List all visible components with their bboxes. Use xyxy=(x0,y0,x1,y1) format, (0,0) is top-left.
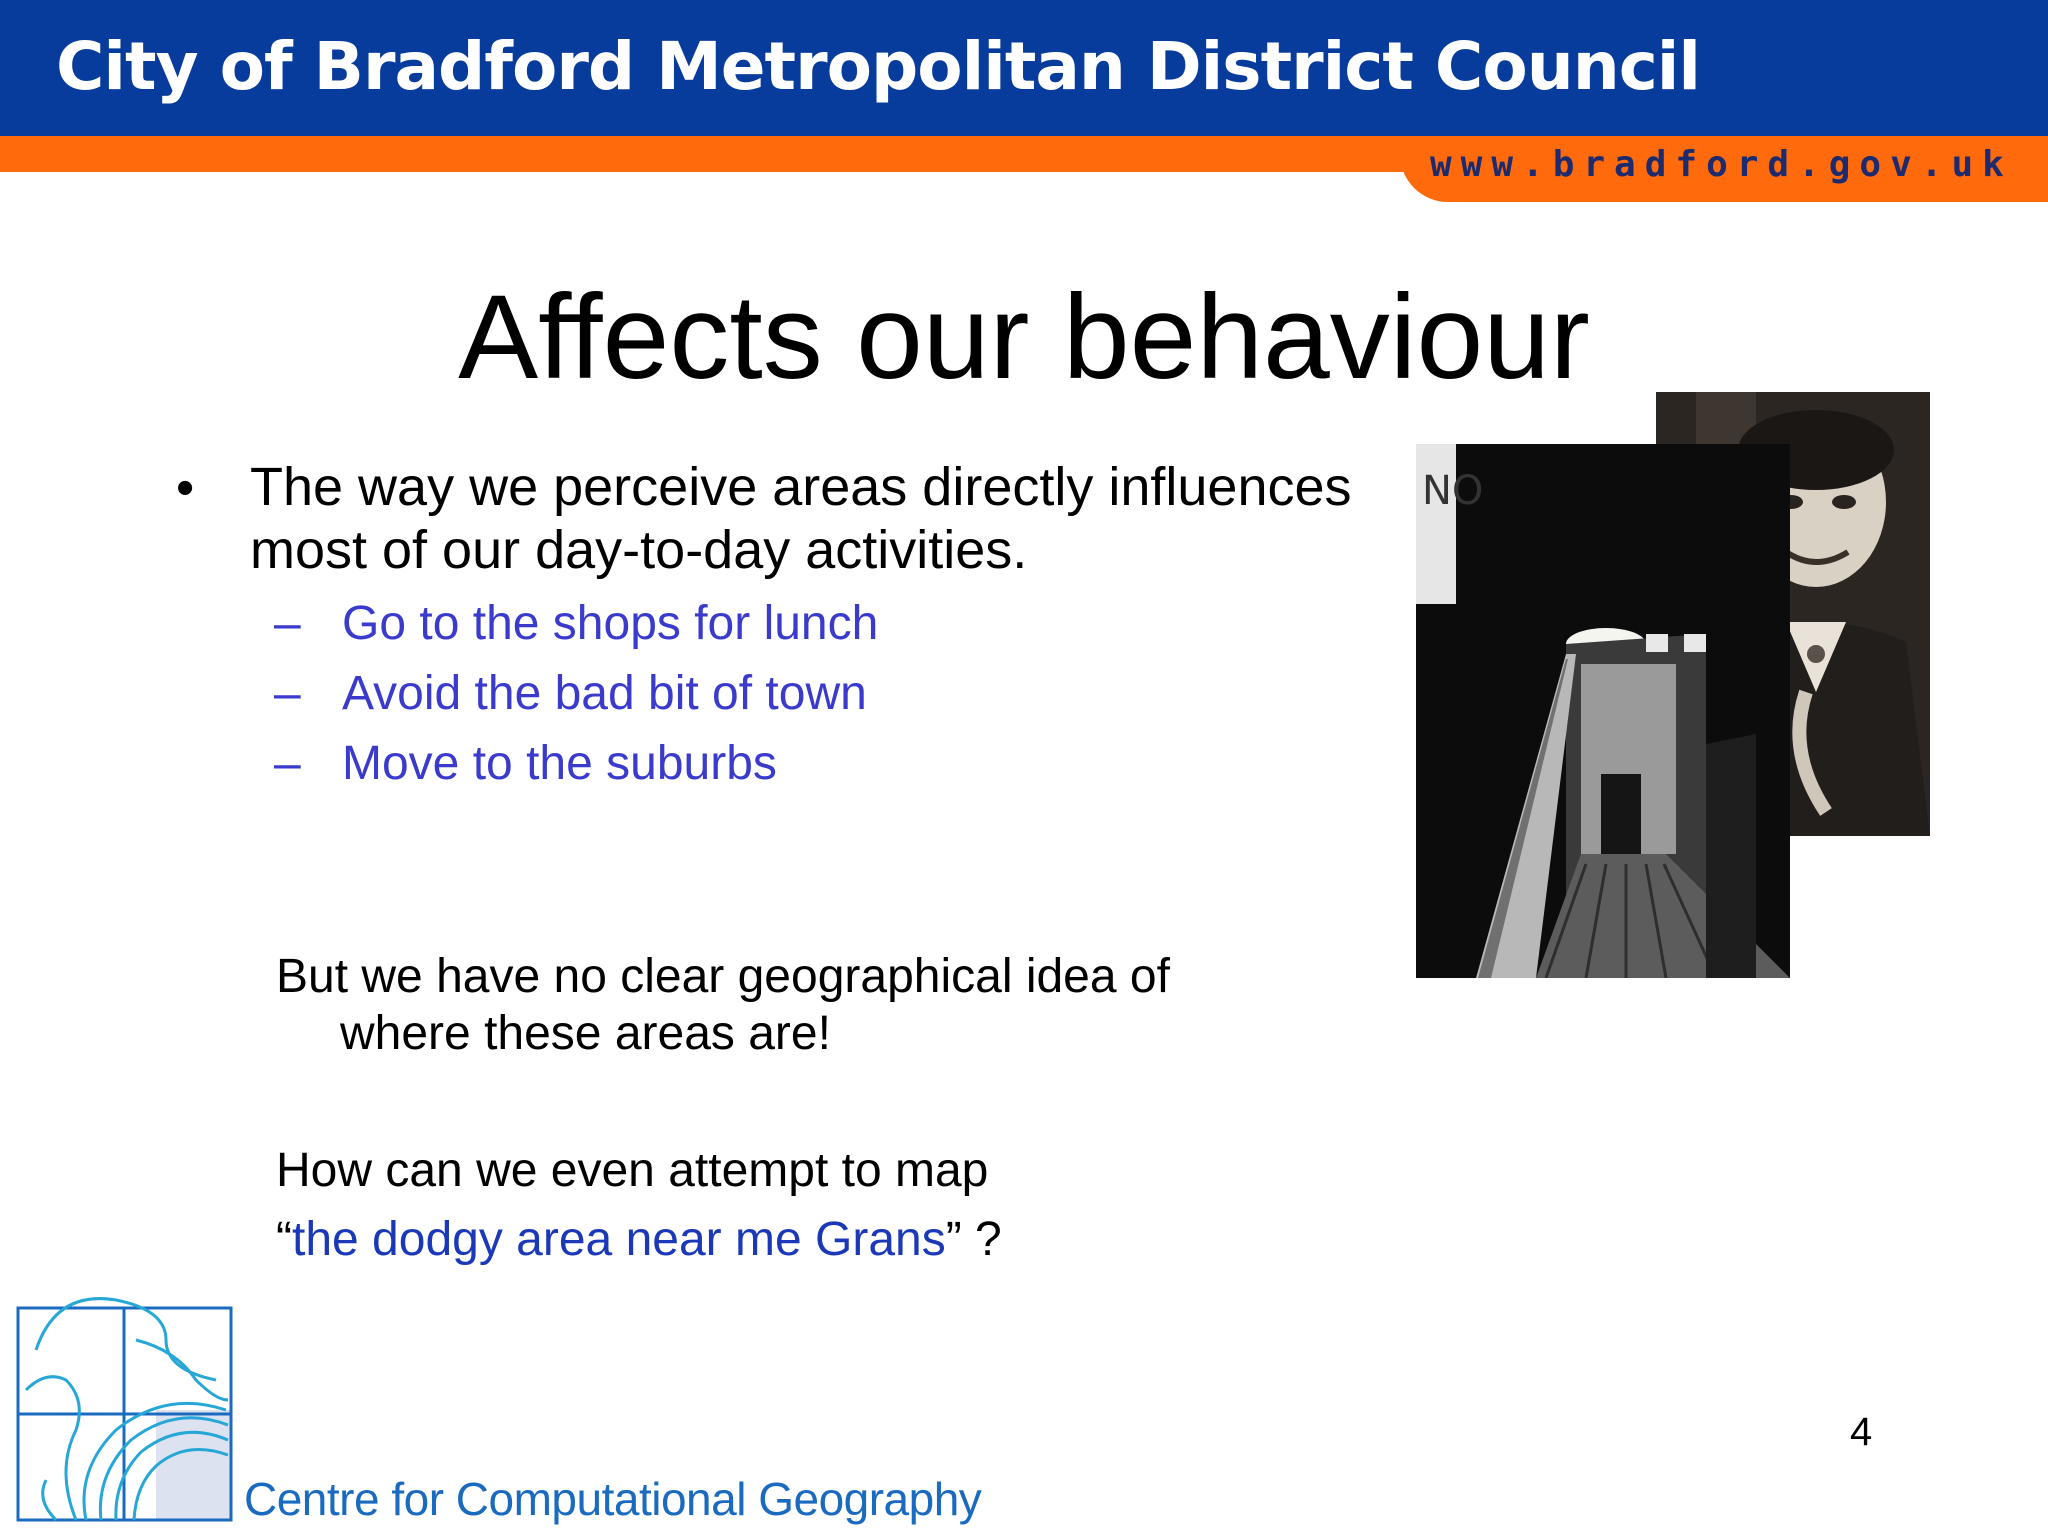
council-name: City of Bradford Metropolitan District Council xyxy=(56,28,1701,105)
sub-item-shops: – Go to the shops for lunch xyxy=(274,597,879,650)
bullet-dot-icon: • xyxy=(176,459,195,517)
paragraph-map-question: How can we even attempt to map xyxy=(276,1144,989,1197)
dash-icon: – xyxy=(274,597,301,650)
slide-title: Affects our behaviour xyxy=(458,270,1590,404)
ccg-logo-icon xyxy=(16,1280,236,1530)
dash-icon: – xyxy=(274,737,301,790)
quote-line: “the dodgy area near me Grans” ? xyxy=(276,1213,1002,1266)
alley-illustration xyxy=(1416,444,1790,978)
dash-icon: – xyxy=(274,667,301,720)
sub-item-suburbs: – Move to the suburbs xyxy=(274,737,777,790)
page-number: 4 xyxy=(1850,1410,1873,1454)
council-url: www.bradford.gov.uk xyxy=(1430,144,2013,185)
sub-item-avoid: – Avoid the bad bit of town xyxy=(274,667,867,720)
alley-photo xyxy=(1416,444,1790,978)
svg-text:NO: NO xyxy=(1422,468,1484,514)
bullet-text: The way we perceive areas directly influences most of our day-to-day activities. xyxy=(250,457,1352,580)
ccg-logo-text: Centre for Computational Geography xyxy=(244,1473,982,1525)
ccg-logo-graphic xyxy=(16,1280,236,1530)
paragraph-geographical: But we have no clear geographical idea of where these areas are! xyxy=(276,950,1170,1060)
quote-highlight: the dodgy area near me Grans xyxy=(291,1213,946,1266)
